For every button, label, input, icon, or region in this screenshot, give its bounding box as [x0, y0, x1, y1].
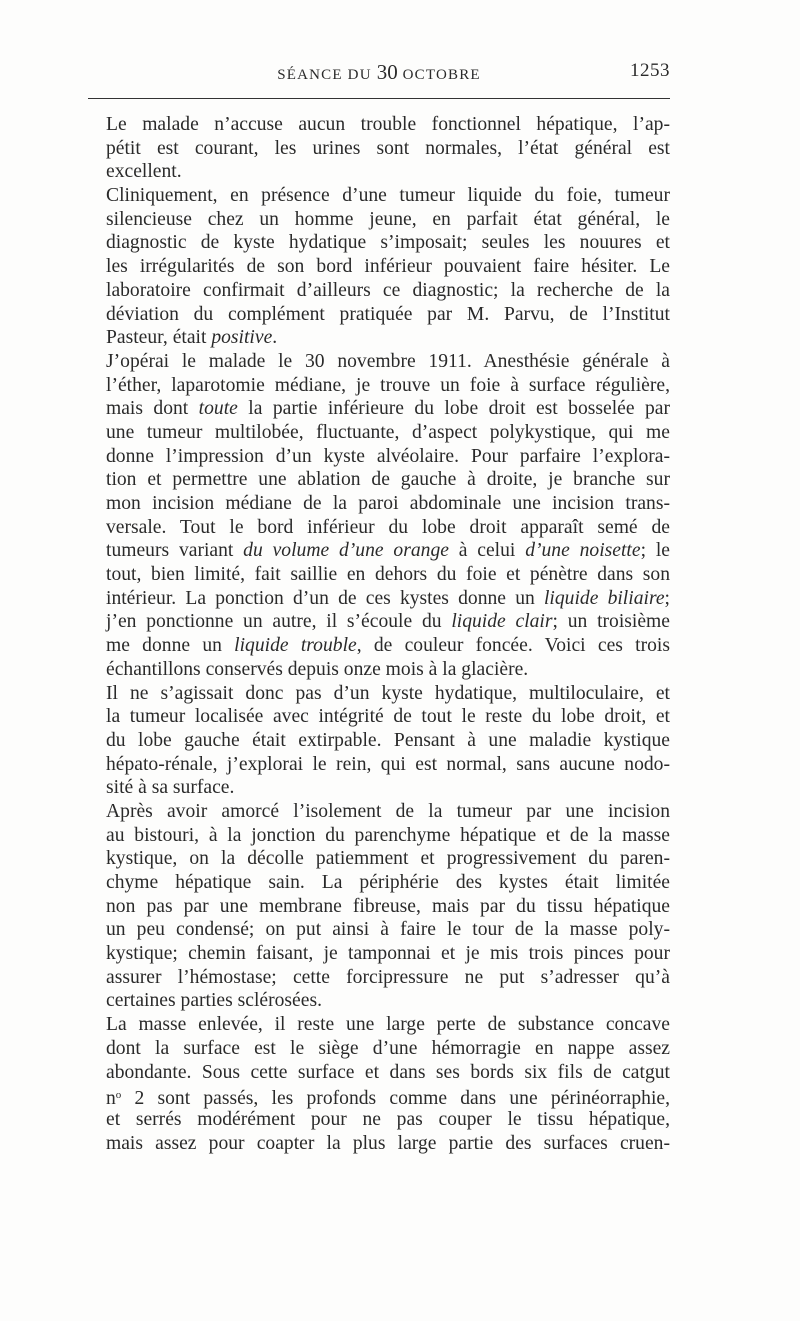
text-line: donne l’impression d’un kyste alvéolaire. Pour parfaire l’explora-: [106, 445, 670, 467]
paragraph-4: [82, 682, 670, 800]
text-line: du lobe gauche était extirpable. Pensant à une maladie kystique: [106, 729, 670, 751]
text-span: mais dont: [106, 398, 199, 420]
italic-text: du volume d’une orange: [243, 540, 449, 562]
text-line: tout, bien limité, fait saillie en dehors du foie et pénètre dans son: [106, 564, 670, 586]
text-line: kystique; chemin faisant, je tamponnai et je mis trois pinces pour: [106, 943, 670, 965]
text-line: chyme hépatique sain. La périphérie des kystes était limitée: [106, 872, 670, 893]
text-line: la tumeur localisée avec intégrité de tout le reste du lobe droit, et: [106, 706, 670, 728]
header-rule: [88, 98, 670, 99]
text-line: assurer l’hémostase; cette forcipressure ne put s’adresser qu’à: [106, 966, 670, 988]
italic-text: liquide biliaire: [543, 587, 665, 609]
text-line: mais assez pour coapter la plus large partie des surfaces cruen-: [106, 1132, 670, 1154]
text-line: Après avoir amorcé l’isolement de la tumeur par une incision: [106, 800, 670, 822]
page-number: 1253: [630, 60, 670, 81]
text-span: ; le: [640, 540, 670, 562]
text-line: les irrégularités de son bord inférieur pouvaient faire hésiter. Le: [106, 256, 670, 278]
running-head-text: SÉANCE DU: [277, 67, 377, 83]
italic-text: liquide clair: [451, 611, 553, 633]
text-line: [82, 539, 670, 563]
italic-text: d’une noisette: [525, 540, 641, 562]
text-line: excellent.: [106, 161, 182, 183]
text-line: J’opérai le malade le 30 novembre 1911. Anesthésie générale à: [106, 350, 670, 372]
text-line: hépato-rénale, j’explorai le rein, qui est normal, sans aucune nodo-: [106, 753, 670, 775]
text-line: et serrés modérément pour ne pas couper le tissu hépatique,: [106, 1108, 670, 1130]
text-line: tion et permettre une ablation de gauche à droite, je branche sur: [106, 469, 670, 491]
text-line: Cliniquement, en présence d’une tumeur liquide du foie, tumeur: [106, 185, 670, 207]
text-line: diagnostic de kyste hydatique s’imposait; seules les nouures et: [106, 232, 670, 254]
text-line: [82, 326, 670, 350]
text-span: Pasteur, était: [106, 327, 212, 349]
text-span: 2 sont passés, les profonds comme dans une périnéorraphie,: [121, 1088, 670, 1110]
text-line: Le malade n’accuse aucun trouble fonctionnel hépatique, l’ap-: [106, 114, 670, 135]
italic-text: positive: [211, 327, 273, 349]
text-line: non pas par une membrane fibreuse, mais par du tissu hépatique: [106, 895, 670, 917]
text-line: abondante. Sous cette surface et dans ses bords six fils de catgut: [106, 1061, 670, 1083]
text-line: Il ne s’agissait donc pas d’un kyste hydatique, multiloculaire, et: [106, 682, 670, 704]
text-line: [82, 610, 670, 634]
text-line: échantillons conservés depuis onze mois à la glacière.: [106, 658, 529, 680]
paragraph-3: [82, 350, 670, 682]
running-head-date: 30: [376, 60, 398, 84]
text-span: ; un troisième: [552, 611, 670, 633]
text-line: un peu condensé; on put ainsi à faire le tour de la masse poly-: [106, 919, 670, 941]
text-span: n: [106, 1088, 116, 1110]
text-line: l’éther, laparotomie médiane, je trouve un foie à surface régulière,: [106, 374, 670, 396]
body-text: [82, 113, 670, 1155]
text-span: tumeurs variant: [106, 540, 244, 562]
text-line: une tumeur multilobée, fluctuante, d’aspect polykystique, qui me: [106, 421, 670, 443]
text-line: laboratoire confirmait d’ailleurs ce diagnostic; la recherche de la: [106, 279, 670, 301]
text-line: mon incision médiane de la paroi abdominale une incision trans-: [106, 493, 670, 514]
text-line: silencieuse chez un homme jeune, en parfait état général, le: [106, 208, 670, 230]
running-head-month: OCTOBRE: [397, 67, 481, 83]
text-span: à celui: [448, 540, 526, 562]
text-line: [82, 1084, 670, 1108]
text-line: au bistouri, à la jonction du parenchyme hépatique et de la masse: [106, 824, 670, 846]
text-line: certaines parties sclérosées.: [106, 990, 322, 1012]
text-line: dont la surface est le siège d’une hémorragie en nappe assez: [106, 1037, 670, 1059]
text-span: ;: [664, 587, 670, 609]
paragraph-1: [82, 113, 670, 184]
text-span: j’en ponctionne un autre, il s’écoule du: [106, 611, 452, 633]
superscript: o: [115, 1089, 122, 1102]
text-line: versale. Tout le bord inférieur du lobe droit apparaît semé de: [106, 516, 670, 538]
text-line: kystique, on la décolle patiemment et progressivement du paren-: [106, 848, 670, 870]
running-head: [88, 60, 670, 85]
paragraph-2: [82, 184, 670, 350]
text-line: sité à sa surface.: [106, 777, 235, 799]
text-line: [82, 634, 670, 658]
text-line: [82, 587, 670, 611]
page-header: [88, 60, 670, 88]
text-span: intérieur. La ponction d’un de ces kystes donne un: [106, 587, 544, 609]
text-line: déviation du complément pratiquée par M. Parvu, de l’Institut: [106, 303, 670, 325]
paragraph-5: [82, 800, 670, 1013]
text-line: La masse enlevée, il reste une large perte de substance concave: [106, 1014, 670, 1036]
text-span: , de couleur foncée. Voici ces trois: [356, 635, 670, 657]
text-line: pétit est courant, les urines sont normales, l’état général est: [106, 137, 670, 159]
text-span: me donne un: [106, 635, 235, 657]
italic-text: toute: [198, 398, 238, 420]
italic-text: liquide trouble: [234, 635, 357, 657]
text-line: [82, 397, 670, 421]
paragraph-6: [82, 1013, 670, 1155]
text-span: .: [272, 327, 278, 349]
text-span: la partie inférieure du lobe droit est bosselée par: [237, 398, 670, 420]
